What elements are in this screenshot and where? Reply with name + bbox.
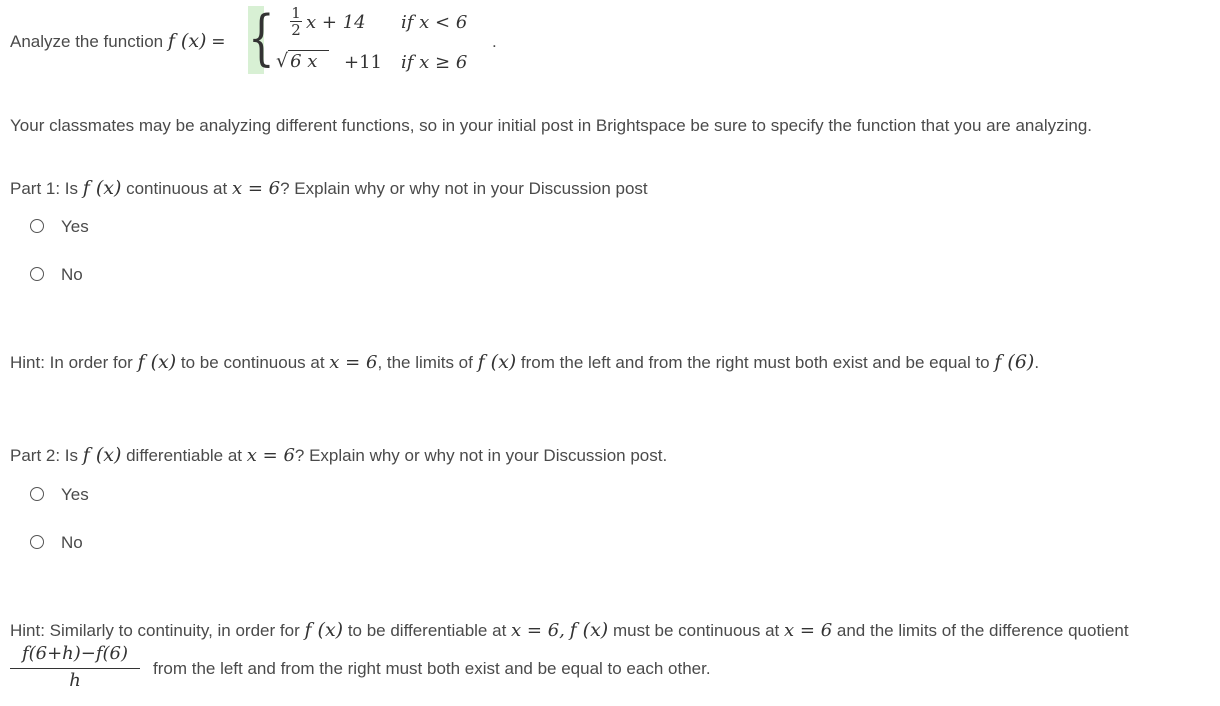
difference-quotient: $\frac{f(6+h)-f(6)}{h}$ [10,642,140,693]
part1-yes-radio[interactable] [30,219,44,233]
case1-condition: if x < 6 [401,12,468,33]
hint2-continuation: from the left and from the right must both exist and be equal to each other. [153,659,711,678]
case1-expr: x + 14 [306,12,366,33]
f-of-x: f (x) [167,30,207,52]
case1-fraction: $\frac{1}{2}$ [291,4,301,39]
case2-expr: +11 [344,52,382,73]
part2-no-label[interactable]: No [61,533,83,552]
intro-text: Analyze the function f (x) = [10,30,226,52]
part2-question: Part 2: Is f (x) differentiable at x = 6? Explain why or why not in your Discussion post. [10,444,668,466]
hint2-text: Hint: Similarly to continuity, in order for f (x) to be differentiable at x = 6, f (x) must be continuous at x = 6 and the limits of the difference quotient [10,619,1129,641]
classmates-note: Your classmates may be analyzing different functions, so in your initial post in Brightspace be sure to specify the function that you are analyzing. [10,116,1092,135]
trailing-period: . [492,32,497,51]
part2-yes-label[interactable]: Yes [61,485,89,504]
case2-condition: if x ≥ 6 [401,52,468,73]
part1-no-radio[interactable] [30,267,44,281]
piecewise-brace: { [248,3,275,73]
part2-yes-radio[interactable] [30,487,44,501]
part2-no-radio[interactable] [30,535,44,549]
hint1-text: Hint: In order for f (x) to be continuous at x = 6, the limits of f (x) from the left and from the right must both exist and be equal to f (6). [10,351,1040,373]
case2-sqrt: √ 6 x [276,50,329,72]
part1-no-label[interactable]: No [61,265,83,284]
part1-question: Part 1: Is f (x) continuous at x = 6? Explain why or why not in your Discussion post [10,177,648,199]
part1-yes-label[interactable]: Yes [61,217,89,236]
